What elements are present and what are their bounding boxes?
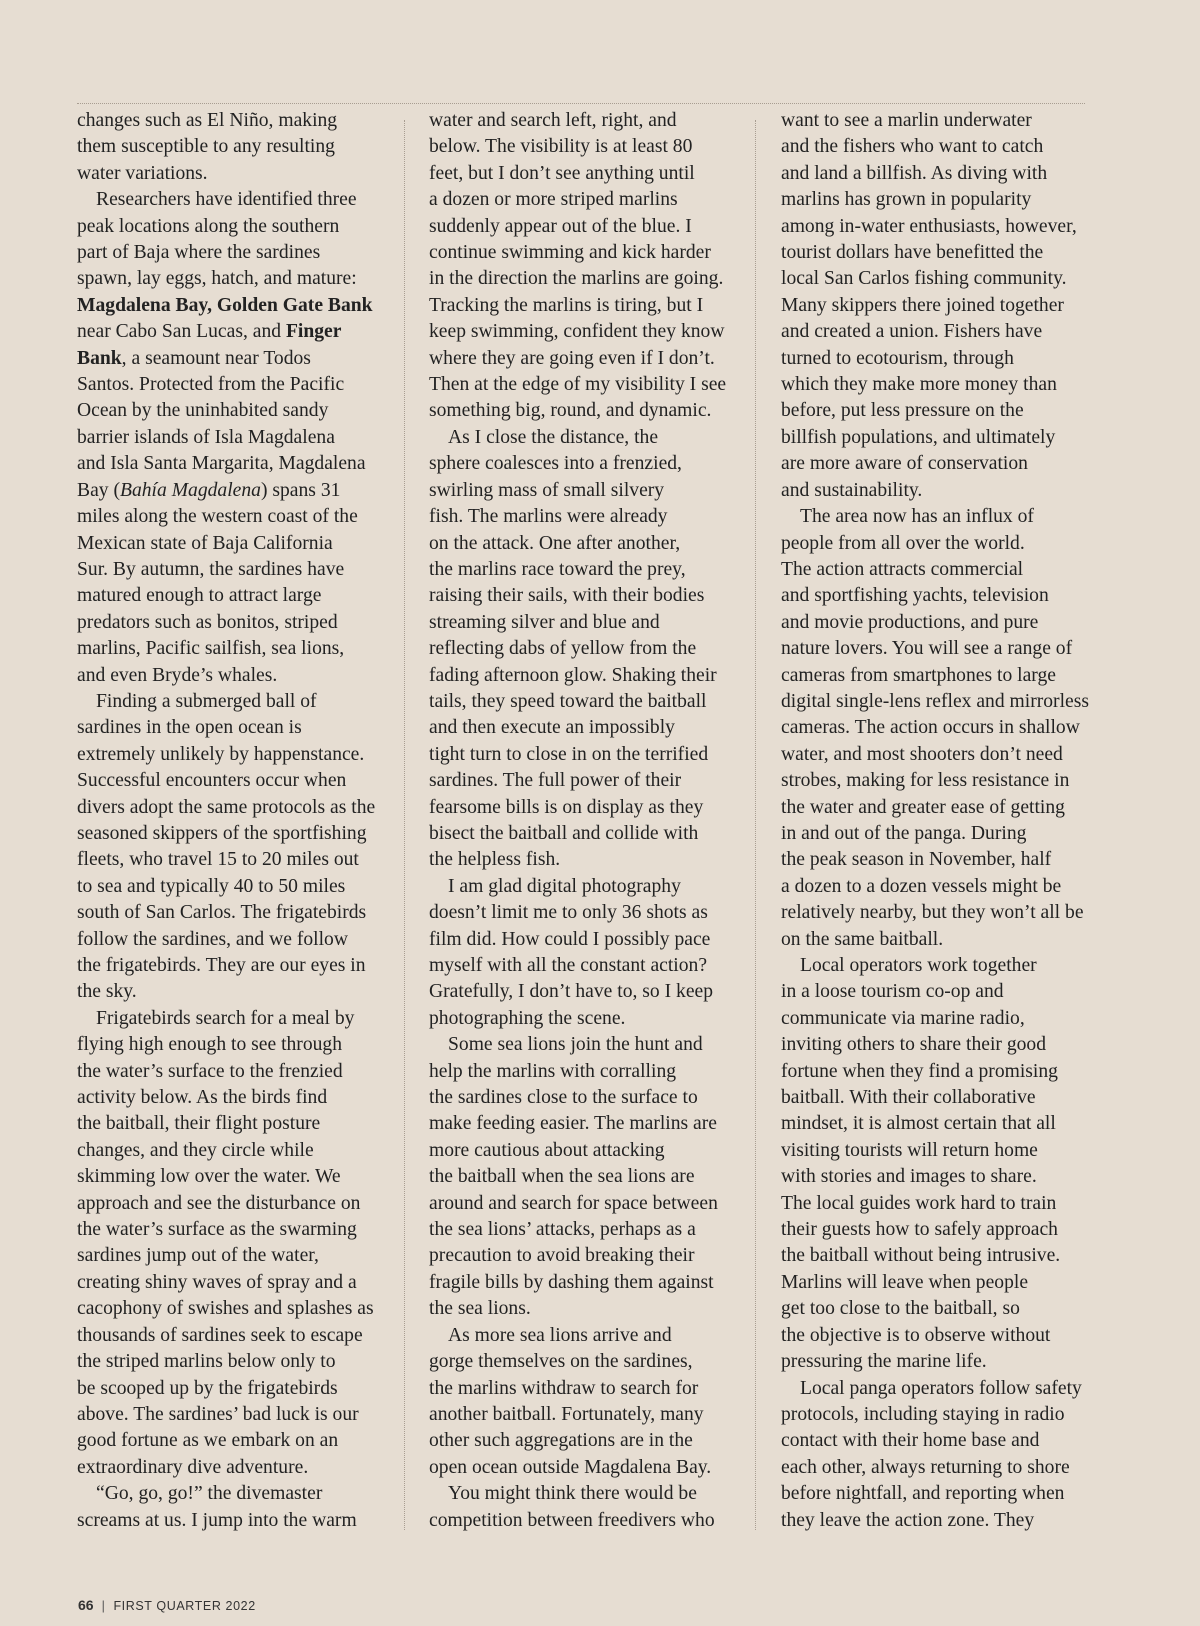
text-line: As I close the distance, the xyxy=(448,426,659,448)
text-line: want to see a marlin underwater xyxy=(781,110,1032,131)
text-line: fortune when they find a promising xyxy=(781,1060,1058,1082)
footer-separator: | xyxy=(101,1599,106,1613)
text-line: cacophony of swishes and splashes as xyxy=(77,1298,374,1320)
text-line: continue swimming and kick harder xyxy=(429,242,711,264)
text-line: before nightfall, and reporting when xyxy=(781,1483,1065,1505)
text-line: the striped marlins below only to xyxy=(77,1351,336,1373)
text-line: pressuring the marine life. xyxy=(781,1351,987,1373)
paragraph xyxy=(781,504,1089,953)
text-line: are more aware of conservation xyxy=(781,453,1028,475)
text-line: relatively nearby, but they won’t all be xyxy=(781,902,1084,924)
text-line: water variations. xyxy=(77,162,208,184)
text-line: in and out of the panga. During xyxy=(781,822,1027,844)
paragraph xyxy=(77,689,385,1006)
text-line: thousands of sardines seek to escape xyxy=(77,1324,363,1346)
text-line: fragile bills by dashing them against xyxy=(429,1271,714,1293)
text-line: the objective is to observe without xyxy=(781,1324,1051,1346)
text-line: screams at us. I jump into the warm xyxy=(77,1509,357,1531)
text-line: Then at the edge of my visibility I see xyxy=(429,374,727,396)
text-line: and created a union. Fishers have xyxy=(781,321,1043,343)
paragraph xyxy=(781,953,1089,1376)
text-line: Ocean by the uninhabited sandy xyxy=(77,400,329,422)
text-line: changes, and they circle while xyxy=(77,1139,314,1161)
text-line: other such aggregations are in the xyxy=(429,1430,693,1452)
text-line: protocols, including staying in radio xyxy=(781,1403,1065,1425)
text-line: The action attracts commercial xyxy=(781,558,1024,580)
text-line: peak locations along the southern xyxy=(77,215,340,237)
text-line: Researchers have identified three xyxy=(96,189,357,211)
text-line: strobes, making for less resistance in xyxy=(781,770,1070,792)
text-line: Tracking the marlins is tiring, but I xyxy=(429,294,704,316)
paragraph xyxy=(77,1006,385,1481)
text-line: reflecting dabs of yellow from the xyxy=(429,638,697,660)
text-line: be scooped up by the frigatebirds xyxy=(77,1377,338,1399)
text-line: make feeding easier. The marlins are xyxy=(429,1113,717,1135)
text-line: follow the sardines, and we follow xyxy=(77,928,348,950)
text-line: the peak season in November, half xyxy=(781,849,1052,871)
text-line: them susceptible to any resulting xyxy=(77,136,335,158)
text-line: sardines. The full power of their xyxy=(429,770,682,792)
text-line: flying high enough to see through xyxy=(77,1034,343,1056)
text-line: miles along the western coast of the xyxy=(77,506,358,528)
text-line: keep swimming, confident they know xyxy=(429,321,725,343)
text-line: contact with their home base and xyxy=(781,1430,1040,1452)
text-line: Gratefully, I don’t have to, so I keep xyxy=(429,981,714,1003)
text-line: a dozen or more striped marlins xyxy=(429,189,678,211)
column-divider xyxy=(404,120,405,1530)
italic-place-name: Bahía Magdalena xyxy=(120,479,261,501)
text-line: each other, always returning to shore xyxy=(781,1456,1070,1478)
paragraph xyxy=(429,874,737,1032)
text-line: spawn, lay eggs, hatch, and mature: xyxy=(77,268,357,290)
text-line: around and search for space between xyxy=(429,1192,718,1214)
text-line: part of Baja where the sardines xyxy=(77,242,321,264)
paragraph xyxy=(429,108,737,425)
text-line: competition between freedivers who xyxy=(429,1509,715,1531)
text-line: more cautious about attacking xyxy=(429,1139,665,1161)
text-line: The local guides work hard to train xyxy=(781,1192,1057,1214)
paragraph xyxy=(429,425,737,874)
text-line: before, put less pressure on the xyxy=(781,400,1024,422)
text-line: the baitball without being intrusive. xyxy=(781,1245,1061,1267)
paragraph xyxy=(781,1376,1089,1534)
text-line: the water’s surface as the swarming xyxy=(77,1219,357,1241)
text-fragment: ) spans 31 xyxy=(260,479,341,501)
text-line: myself with all the constant action? xyxy=(429,955,708,976)
text-line: get too close to the baitball, so xyxy=(781,1298,1020,1320)
text-line: on the same baitball. xyxy=(781,928,944,950)
location-name-bold: Bank xyxy=(77,347,122,369)
page-number: 66 xyxy=(78,1597,94,1613)
text-line: mindset, it is almost certain that all xyxy=(781,1113,1056,1135)
text-line: and even Bryde’s whales. xyxy=(77,664,278,686)
text-line: Some sea lions join the hunt and xyxy=(448,1034,703,1056)
paragraph xyxy=(429,1323,737,1481)
text-line: gorge themselves on the sardines, xyxy=(429,1351,693,1373)
text-line: the marlins race toward the prey, xyxy=(429,558,686,580)
text-line: the sea lions’ attacks, perhaps as a xyxy=(429,1219,696,1241)
text-line: which they make more money than xyxy=(781,374,1057,396)
text-line: “Go, go, go!” the divemaster xyxy=(96,1483,323,1505)
text-line: the water’s surface to the frenzied xyxy=(77,1060,343,1082)
text-line: swirling mass of small silvery xyxy=(429,479,665,501)
text-line: photographing the scene. xyxy=(429,1007,626,1029)
text-fragment: , a seamount near Todos xyxy=(121,347,311,369)
top-dotted-rule xyxy=(77,103,1085,104)
text-line: suddenly appear out of the blue. I xyxy=(429,215,692,237)
text-line: and land a billfish. As diving with xyxy=(781,162,1048,184)
text-line: below. The visibility is at least 80 xyxy=(429,136,693,158)
text-line: billfish populations, and ultimately xyxy=(781,426,1056,448)
text-line: south of San Carlos. The frigatebirds xyxy=(77,902,367,924)
text-line: sphere coalesces into a frenzied, xyxy=(429,453,682,475)
text-line: seasoned skippers of the sportfishing xyxy=(77,822,367,844)
text-line: open ocean outside Magdalena Bay. xyxy=(429,1456,712,1478)
text-line: above. The sardines’ bad luck is our xyxy=(77,1403,359,1425)
paragraph xyxy=(77,1481,385,1534)
text-line: changes such as El Niño, making xyxy=(77,110,338,131)
text-line: fading afternoon glow. Shaking their xyxy=(429,664,717,686)
text-line: and Isla Santa Margarita, Magdalena xyxy=(77,453,366,475)
text-line: Santos. Protected from the Pacific xyxy=(77,374,345,396)
text-line: Mexican state of Baja California xyxy=(77,532,333,554)
text-line: water, and most shooters don’t need xyxy=(781,743,1063,765)
text-line: Marlins will leave when people xyxy=(781,1271,1029,1293)
text-line: and the fishers who want to catch xyxy=(781,136,1044,158)
paragraph xyxy=(77,108,385,187)
text-line: matured enough to attract large xyxy=(77,585,322,607)
text-line: fleets, who travel 15 to 20 miles out xyxy=(77,849,359,871)
text-line: Frigatebirds search for a meal by xyxy=(96,1007,355,1029)
text-line: streaming silver and blue and xyxy=(429,611,660,633)
text-line: creating shiny waves of spray and a xyxy=(77,1271,357,1293)
text-line: cameras from smartphones to large xyxy=(781,664,1056,686)
column-divider xyxy=(755,120,756,1530)
text-line: communicate via marine radio, xyxy=(781,1007,1025,1029)
text-line: Local panga operators follow safety xyxy=(800,1377,1082,1399)
text-line: divers adopt the same protocols as the xyxy=(77,796,376,818)
text-fragment: near Cabo San Lucas, and xyxy=(77,321,286,343)
text-line: marlins has grown in popularity xyxy=(781,189,1032,211)
text-line: fearsome bills is on display as they xyxy=(429,796,704,818)
text-line: doesn’t limit me to only 36 shots as xyxy=(429,902,708,924)
text-line: extraordinary dive adventure. xyxy=(77,1456,309,1478)
text-line: the baitball, their flight posture xyxy=(77,1113,321,1135)
text-line: in a loose tourism co-op and xyxy=(781,981,1004,1003)
text-line: local San Carlos fishing community. xyxy=(781,268,1067,290)
text-line: sardines in the open ocean is xyxy=(77,717,302,739)
text-line: raising their sails, with their bodies xyxy=(429,585,705,607)
text-line: Local operators work together xyxy=(800,955,1037,976)
text-line: they leave the action zone. They xyxy=(781,1509,1035,1531)
text-line: activity below. As the birds find xyxy=(77,1087,328,1109)
text-line: the water and greater ease of getting xyxy=(781,796,1065,818)
text-line: predators such as bonitos, striped xyxy=(77,611,338,633)
text-line: the sardines close to the surface to xyxy=(429,1087,698,1109)
text-line: sardines jump out of the water, xyxy=(77,1245,319,1267)
text-line: the baitball when the sea lions are xyxy=(429,1166,695,1188)
text-line: good fortune as we embark on an xyxy=(77,1430,339,1452)
text-line: baitball. With their collaborative xyxy=(781,1087,1036,1109)
paragraph xyxy=(429,1481,737,1534)
text-line: and movie productions, and pure xyxy=(781,611,1039,633)
text-line: and sportfishing yachts, television xyxy=(781,585,1049,607)
text-line: fish. The marlins were already xyxy=(429,506,668,528)
text-line: with stories and images to share. xyxy=(781,1166,1037,1188)
text-line: on the attack. One after another, xyxy=(429,532,681,554)
page-footer xyxy=(78,1597,256,1613)
text-line: help the marlins with corralling xyxy=(429,1060,677,1082)
text-line: among in-water enthusiasts, however, xyxy=(781,215,1077,237)
text-line: the frigatebirds. They are our eyes in xyxy=(77,955,366,976)
text-line: Many skippers there joined together xyxy=(781,294,1064,316)
text-line: to sea and typically 40 to 50 miles xyxy=(77,875,346,897)
text-line: tight turn to close in on the terrified xyxy=(429,743,709,765)
article-column-3 xyxy=(781,108,1089,1534)
text-line: approach and see the disturbance on xyxy=(77,1192,361,1214)
text-line: film did. How could I possibly pace xyxy=(429,928,711,950)
text-line: the marlins withdraw to search for xyxy=(429,1377,699,1399)
issue-label: FIRST QUARTER 2022 xyxy=(113,1599,256,1613)
location-name-bold: Magdalena Bay, Golden Gate Bank xyxy=(77,294,373,316)
text-line: tourist dollars have benefitted the xyxy=(781,242,1044,264)
text-line: Sur. By autumn, the sardines have xyxy=(77,558,345,580)
text-line: marlins, Pacific sailfish, sea lions, xyxy=(77,638,345,660)
article-column-1 xyxy=(77,108,385,1534)
text-line: The area now has an influx of xyxy=(800,506,1034,528)
text-line: the sea lions. xyxy=(429,1298,531,1320)
text-line: water and search left, right, and xyxy=(429,110,677,131)
text-line: skimming low over the water. We xyxy=(77,1166,341,1188)
text-line: where they are going even if I don’t. xyxy=(429,347,715,369)
text-line: cameras. The action occurs in shallow xyxy=(781,717,1080,739)
text-line: people from all over the world. xyxy=(781,532,1025,554)
paragraph xyxy=(781,108,1089,504)
text-line: turned to ecotourism, through xyxy=(781,347,1014,369)
text-line: barrier islands of Isla Magdalena xyxy=(77,426,335,448)
text-line: precaution to avoid breaking their xyxy=(429,1245,695,1267)
text-line: their guests how to safely approach xyxy=(781,1219,1058,1241)
text-line: nature lovers. You will see a range of xyxy=(781,638,1073,660)
text-line: and then execute an impossibly xyxy=(429,717,675,739)
article-column-2 xyxy=(429,108,737,1534)
text-line: inviting others to share their good xyxy=(781,1034,1047,1056)
location-name-bold: Finger xyxy=(285,321,342,343)
text-line: and sustainability. xyxy=(781,479,923,501)
text-line: tails, they speed toward the baitball xyxy=(429,690,707,712)
text-line: I am glad digital photography xyxy=(448,875,681,897)
text-line: the sky. xyxy=(77,981,137,1003)
text-line: bisect the baitball and collide with xyxy=(429,822,699,844)
text-line: Finding a submerged ball of xyxy=(96,690,317,712)
text-line: Successful encounters occur when xyxy=(77,770,347,792)
text-line: digital single-lens reflex and mirrorless xyxy=(781,690,1089,712)
text-line: extremely unlikely by happenstance. xyxy=(77,743,365,765)
paragraph xyxy=(77,187,385,689)
text-line: feet, but I don’t see anything until xyxy=(429,162,695,184)
paragraph xyxy=(429,1032,737,1322)
text-line: something big, round, and dynamic. xyxy=(429,400,712,422)
text-line: visiting tourists will return home xyxy=(781,1139,1038,1161)
text-line: a dozen to a dozen vessels might be xyxy=(781,875,1062,897)
text-line: As more sea lions arrive and xyxy=(448,1324,672,1346)
text-line: You might think there would be xyxy=(448,1483,697,1505)
text-line: in the direction the marlins are going. xyxy=(429,268,724,290)
text-line: the helpless fish. xyxy=(429,849,561,871)
text-fragment: Bay ( xyxy=(77,479,120,501)
text-line: another baitball. Fortunately, many xyxy=(429,1403,704,1425)
